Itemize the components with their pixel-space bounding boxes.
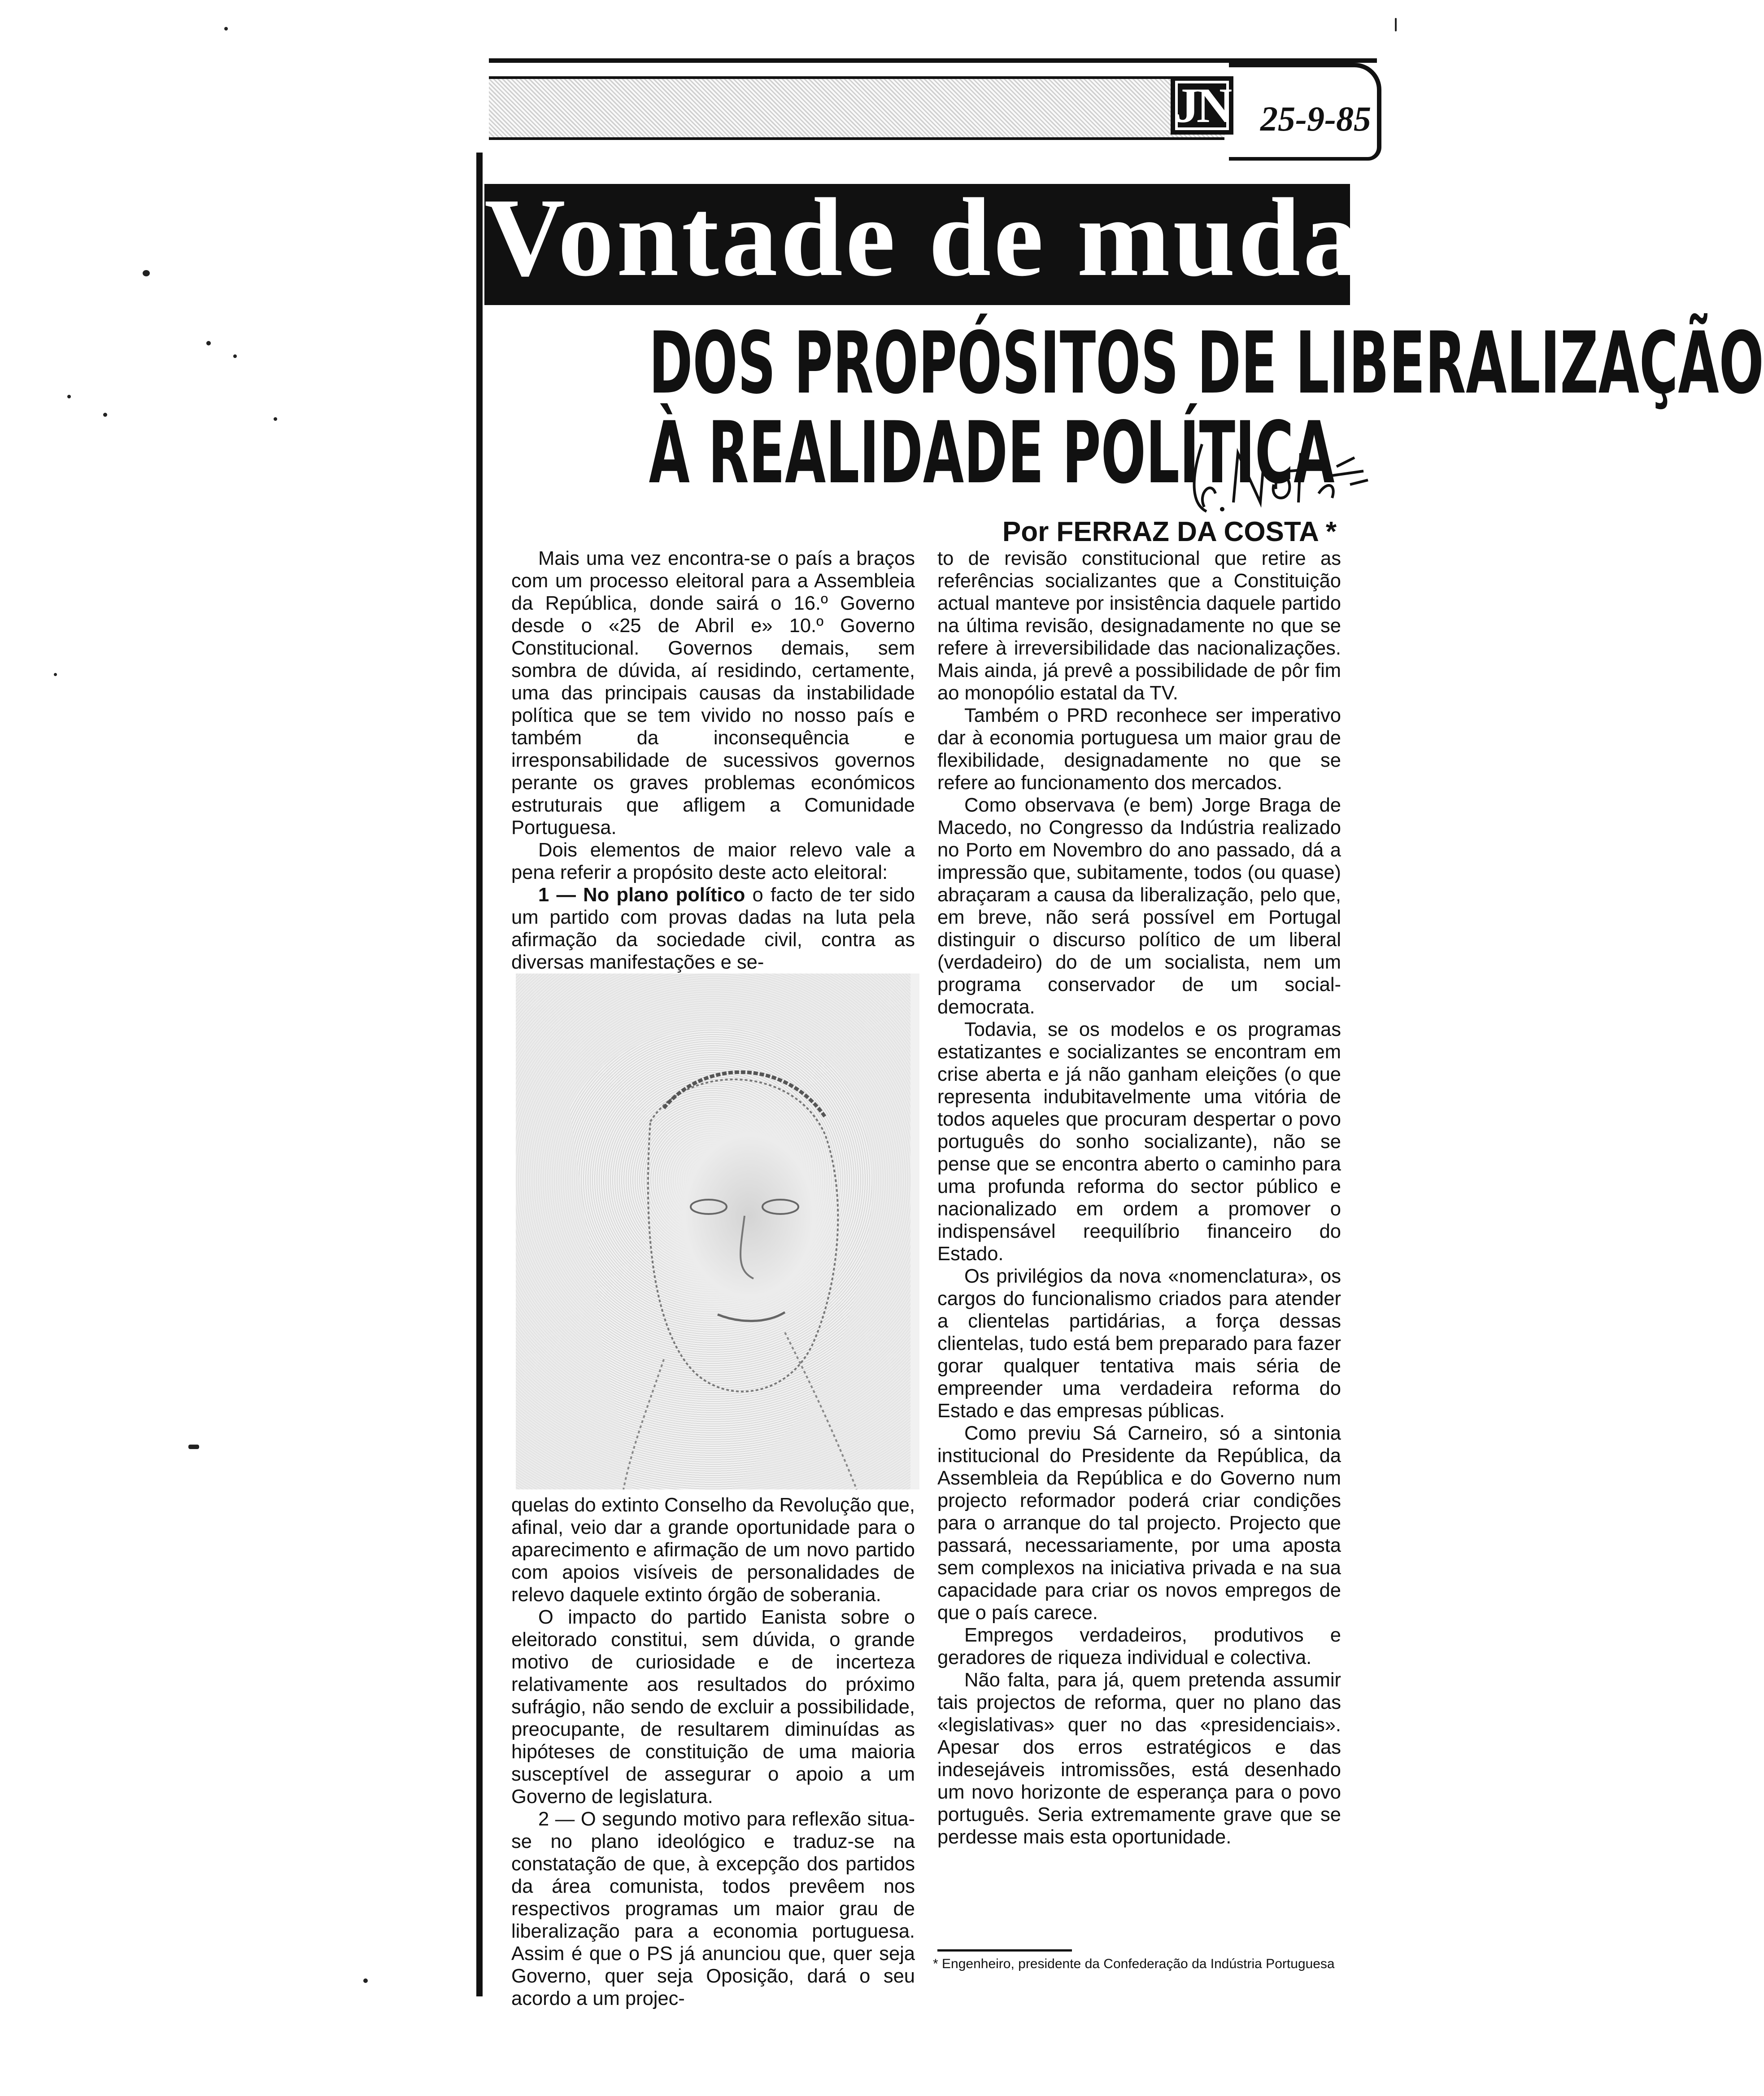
- paragraph: Não falta, para já, quem pretenda assumir tais projectos de reforma, quer no plano das «legislativas» quer no das «presidenciais». Apesar dos erros estratégicos e das indesejáveis intromissões, está desenhado um novo horizonte de esperança para o povo português. Seria extremamente grave que se perdesse mais esta oportunidade.: [937, 1669, 1341, 1848]
- author-portrait-photo: [516, 974, 910, 1489]
- footnote-rule: [937, 1949, 1072, 1952]
- byline: Por FERRAZ DA COSTA *: [1002, 516, 1337, 547]
- scan-speck: [206, 341, 211, 345]
- paragraph-lead: 1 — No plano político: [538, 884, 745, 906]
- paragraph: [511, 884, 915, 974]
- masthead: [489, 58, 1386, 153]
- article-column-left-top: [511, 547, 915, 974]
- scan-speck: [363, 1978, 368, 1983]
- scan-speck: [67, 395, 71, 398]
- handwritten-signature: [1184, 417, 1372, 520]
- scan-speck: [233, 354, 237, 358]
- scan-speck: [54, 673, 57, 676]
- headline-line-1: DOS PROPÓSITOS DE LIBERALIZAÇÃO: [649, 314, 1764, 413]
- paragraph: Como previu Sá Carneiro, só a sintonia institucional do Presidente da República, da Assembleia da República e do Governo num projecto reformador poderá criar condições para o arranque do tal projecto. Projecto que passará, necessariamente, por uma aposta sem complexos na iniciativa privada e na sua capacidade para criar os novos empregos de que o país carece.: [937, 1423, 1341, 1624]
- scan-speck: [143, 270, 150, 276]
- article-column-left-bottom: [511, 1494, 915, 2010]
- paragraph: quelas do extinto Conselho da Revolução que, afinal, veio dar a grande oportunidade para o aparecimento e afirmação de um novo partido com apoios visíveis de personalidades de relevo daquele extinto órgão de soberania.: [511, 1494, 915, 1606]
- paragraph: Todavia, se os modelos e os programas estatizantes e socializantes se encontram em crise aberta e já não ganham eleições (o que representa indubitavelmente uma vitória de todos aqueles que procuram despertar o povo português do sonho socializante), não se pense que se encontra aberto o caminho para uma profunda reforma do sector público e nacionalizado em ordem a promover o indispensável reequilíbrio financeiro do Estado.: [937, 1019, 1341, 1265]
- paragraph-rest: o facto de ter sido um partido com provas dadas na luta pela afirmação da sociedade civil, contra as diversas manifestações e se-: [511, 884, 915, 973]
- paragraph: Os privilégios da nova «nomenclatura», os cargos do funcionalismo criados para atender a clientelas partidárias, a força dessas clientelas, tudo está bem preparado para fazer gorar qualquer tentativa mais séria de empreender uma verdadeira reforma do Estado e das empresas públicas.: [937, 1266, 1341, 1422]
- article-column-right: [937, 547, 1341, 1848]
- newspaper-logo: JN: [1171, 76, 1233, 135]
- scan-speck: [103, 413, 107, 417]
- kicker-title: Vontade de mudar: [484, 175, 1415, 300]
- paragraph: Dois elementos de maior relevo vale a pena referir a propósito deste acto eleitoral:: [511, 839, 915, 883]
- paragraph: O impacto do partido Eanista sobre o eleitorado constitui, sem dúvida, o grande motivo de curiosidade e de incerteza relativamente aos resultados do próximo sufrágio, não sendo de excluir a possibilidade, preocupante, de resultarem diminuídas as hipóteses de constituição de uma maioria susceptível de assegurar o apoio a um Governo de legislatura.: [511, 1607, 915, 1808]
- scan-speck: [1395, 18, 1397, 31]
- scan-speck: [274, 417, 277, 421]
- paragraph: Mais uma vez encontra-se o país a braços com um processo eleitoral para a Assembleia da República, donde sairá o 16.º Governo desde o «25 de Abril e» 10.º Governo Constitucional. Governos demais, sem sombra de dúvida, aí residindo, certamente, uma das principais causas da instabilidade política que se tem vivido no nosso país e também da inconsequência e irresponsabilidade de sucessivos governos perante os graves problemas económicos estruturais que afligem a Comunidade Portuguesa.: [511, 548, 915, 838]
- masthead-screen-bar: [489, 76, 1224, 140]
- publication-date: 25-9-85: [1260, 99, 1371, 138]
- kicker-band: [484, 175, 1415, 305]
- clipping-left-border: [476, 153, 483, 1996]
- paragraph: to de revisão constitucional que retire as referências socializantes que a Constituição actual manteve por insistência daquele partido na última revisão, designadamente no que se refere à irreversibilidade das nacionalizações. Mais ainda, já prevê a possibilidade de pôr fim ao monopólio estatal da TV.: [937, 548, 1341, 704]
- paragraph: Também o PRD reconhece ser imperativo dar à economia portuguesa um maior grau de flexibilidade, designadamente no que se refere ao funcionamento dos mercados.: [937, 705, 1341, 794]
- paragraph: 2 — O segundo motivo para reflexão situa-se no plano ideológico e traduz-se na constatação de que, à excepção dos partidos da área comunista, todos prevêem nos respectivos programas um maior grau de liberalização para a economia portuguesa. Assim é que o PS já anunciou que, quer seja Governo, quer seja Oposição, dará o seu acordo a um projec-: [511, 1808, 915, 2009]
- masthead-top-rule: [489, 58, 1377, 63]
- author-footnote: * Engenheiro, presidente da Confederação da Indústria Portuguesa: [933, 1956, 1335, 1971]
- paragraph: Como observava (e bem) Jorge Braga de Macedo, no Congresso da Indústria realizado no Porto em Novembro do ano passado, dá a impressão que, subitamente, todos (ou quase) abraçaram a causa da liberalização, pelo que, em breve, não será possível em Portugal distinguir o discurso político de um liberal (verdadeiro) do de um socialista, nem um programa conservador de um social-democrata.: [937, 795, 1341, 1018]
- paragraph: Empregos verdadeiros, produtivos e geradores de riqueza individual e colectiva.: [937, 1624, 1341, 1668]
- scan-speck: [188, 1445, 199, 1449]
- scan-speck: [224, 27, 228, 31]
- headline-line-2: À REALIDADE POLÍTICA: [649, 403, 1335, 502]
